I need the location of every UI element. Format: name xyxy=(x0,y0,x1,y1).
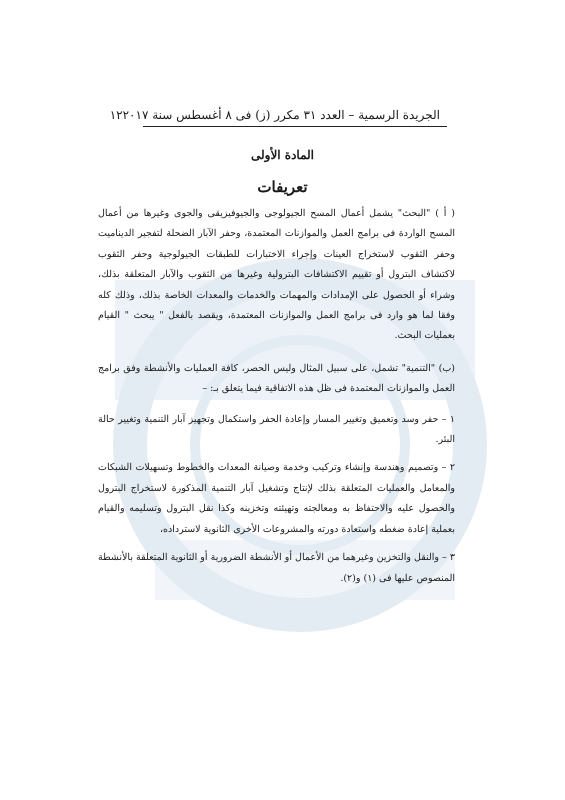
section-title: تعريفات xyxy=(257,178,308,196)
paragraph-b: (ب) "التنمية" تشمل، على سبيل المثال وليس الحصر، كافة العمليات والأنشطة وفق برامج العمل والموازنات المعتمدة فى ظل هذه الاتفاقية فيما يتعلق بـ: – xyxy=(98,362,455,395)
page-header xyxy=(109,106,440,124)
document-body xyxy=(98,204,455,597)
list-item: ٢ – وتصميم وهندسة وإنشاء وتركيب وخدمة وصيانة المعدات والخطوط وتسهيلات الشبكات والمعامل والعمليات المتعلقة بذلك لإنتاج وتشغيل آبار التنمية المذكورة لاستخراج البترول والحصول عليه والاحتفاظ به ومعالجته وتهيئته وتخزينه وكذا نقل البترول وتسليمه والقيام بعملية إعادة ضغطه واستعادة دورته والمشروعات الأخرى الثانوية لاسترداده، xyxy=(98,462,455,535)
page-number: ١٢ xyxy=(109,108,123,122)
article-title: المادة الأولى xyxy=(250,148,315,162)
header-divider xyxy=(143,126,447,127)
paragraph-a: ( أ ) "البحث" يشمل أعمال المسح الجيولوجى والجيوفيزيقى والجوى وغيرها من أعمال المسح الواردة فى برامج العمل والموازنات المعتمدة، وحفر الآبار الضحلة لتفجير الديناميت وحفر الثقوب لاستخراج العينات وإجراء الاختبارات للطبقات الجيولوجية وحفر الثقوب لاكتشاف البترول أو تقييم الاكتشافات البترولية وغيرها من الثقوب والآبار المتعلقة بذلك، وشراء أو الحصول على الإمدادات والمهمات والخدمات والمعدات الخاصة بذلك، وذلك كله وفقا لما هو وارد فى برامج العمل والموازنات المعتمدة، ويقصد بالفعل " يبحث " القيام بعمليات البحث. xyxy=(98,208,455,342)
list-item: ١ – حفر وسد وتعميق وتغيير المسار وإعادة الحفر واستكمال وتجهيز آبار التنمية وتغيير حالة البئر. xyxy=(98,413,455,446)
gazette-line: الجريدة الرسمية – العدد ٣١ مكرر (ز) فى ٨ أغسطس سنة ٢٠١٧ xyxy=(122,108,440,122)
list-item: ٣ – والنقل والتخزين وغيرهما من الأعمال أو الأنشطة الضرورية أو الثانوية المتعلقة بالأنشطة المنصوص عليها فى (١) و(٢). xyxy=(98,552,455,584)
